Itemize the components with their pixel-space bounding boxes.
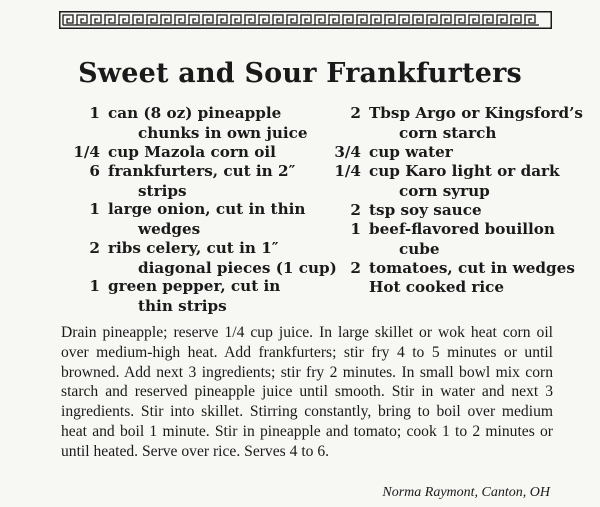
- greek-key-unit: [273, 15, 283, 25]
- greek-key-unit: [315, 15, 325, 25]
- ingredient-qty: 1/4: [334, 162, 361, 180]
- ingredient-text-cont: corn starch: [399, 123, 497, 142]
- greek-key-unit: [329, 15, 339, 25]
- ingredient-text: can (8 oz) pineapple: [108, 104, 282, 122]
- greek-key-unit: [483, 15, 493, 25]
- ingredient-text-cont: diagonal pieces (1 cup): [138, 258, 337, 277]
- greek-key-unit: [385, 15, 395, 25]
- ingredient-text: Tbsp Argo or Kingsford’s: [369, 104, 583, 122]
- ingredient-qty: 3/4: [334, 143, 361, 161]
- recipe-title: Sweet and Sour Frankfurters: [78, 58, 522, 89]
- ingredient-text: large onion, cut in thin: [108, 200, 306, 218]
- greek-key-unit: [147, 15, 157, 25]
- greek-key-unit: [287, 15, 297, 25]
- ingredient-qty: 1: [89, 277, 100, 295]
- greek-key-unit: [203, 15, 213, 25]
- greek-key-unit: [497, 15, 507, 25]
- ingredient-text-cont: strips: [138, 181, 187, 200]
- ingredient-text: green pepper, cut in: [108, 277, 281, 295]
- ingredient-item: [350, 104, 583, 143]
- greek-key-unit: [133, 15, 143, 25]
- ingredient-qty: 6: [89, 162, 100, 180]
- greek-key-unit: [511, 15, 521, 25]
- ingredient-qty: 1: [89, 200, 100, 218]
- ingredient-qty: 2: [350, 201, 361, 219]
- ingredient-text: tsp soy sauce: [369, 201, 482, 219]
- ingredient-text: beef-flavored bouillon: [369, 220, 555, 238]
- ingredient-qty: 2: [350, 104, 361, 122]
- greek-key-unit: [91, 15, 101, 25]
- ingredient-text: cup Karo light or dark: [369, 162, 560, 180]
- ingredient-text: tomatoes, cut in wedges: [369, 259, 575, 277]
- greek-key-unit: [525, 15, 535, 25]
- greek-key-border-icon: [59, 11, 552, 29]
- greek-key-unit: [259, 15, 269, 25]
- greek-key-unit: [77, 15, 87, 25]
- ingredient-qty: 1: [89, 104, 100, 122]
- ingredient-item: [89, 200, 306, 239]
- greek-key-unit: [189, 15, 199, 25]
- greek-key-unit: [427, 15, 437, 25]
- ingredient-text-cont: wedges: [138, 219, 201, 238]
- ingredient-item: [73, 143, 276, 163]
- greek-key-unit: [469, 15, 479, 25]
- recipe-credit: Norma Raymont, Canton, OH: [382, 485, 550, 500]
- ingredient-item: [369, 278, 504, 298]
- greek-key-unit: [441, 15, 451, 25]
- ingredient-qty: 1/4: [73, 143, 100, 161]
- ingredient-text-cont: corn syrup: [399, 181, 490, 200]
- greek-key-unit: [161, 15, 171, 25]
- ingredient-item: [89, 239, 337, 278]
- greek-key-unit: [175, 15, 185, 25]
- ingredient-item: [334, 162, 560, 201]
- ingredient-text-cont: cube: [399, 239, 440, 258]
- greek-key-unit: [105, 15, 115, 25]
- ingredient-text: cup Mazola corn oil: [108, 143, 276, 161]
- greek-key-unit: [399, 15, 409, 25]
- ingredient-item: [350, 220, 555, 259]
- ingredient-text: ribs celery, cut in 1″: [108, 239, 279, 257]
- ingredient-qty: 1: [350, 220, 361, 238]
- ingredient-item: [89, 277, 281, 316]
- ingredient-text: frankfurters, cut in 2″: [108, 162, 296, 180]
- greek-key-unit: [455, 15, 465, 25]
- greek-key-unit: [231, 15, 241, 25]
- greek-key-unit: [217, 15, 227, 25]
- greek-key-unit: [371, 15, 381, 25]
- ingredient-text-cont: thin strips: [138, 296, 227, 315]
- ingredient-text: cup water: [369, 143, 453, 161]
- greek-key-unit: [413, 15, 423, 25]
- ingredient-item: [350, 201, 482, 221]
- greek-key-unit: [63, 15, 73, 25]
- ingredient-qty: 2: [350, 259, 361, 277]
- greek-key-unit: [119, 15, 129, 25]
- ingredient-item: [89, 104, 308, 143]
- ingredient-text: Hot cooked rice: [369, 278, 505, 296]
- ingredient-text-cont: chunks in own juice: [138, 123, 308, 142]
- ingredient-item: [334, 143, 453, 163]
- greek-key-unit: [301, 15, 311, 25]
- recipe-directions: Drain pineapple; reserve 1/4 cup juice. In large skillet or wok heat corn oil over medium-high heat. Add frankfurters; stir fry 4 to 5 minutes or until browned. Add next 3 ingredients; stir fry 2 minutes. In small bowl mix corn starch and reserved pineapple juice until smooth. Stir in water and next 3 ingredients. Stir into skillet. Stirring constantly, bring to boil over medium heat and boil 1 minute. Stir in pineapple and tomato; cook 1 to 2 minutes or until heated. Serve over rice. Serves 4 to 6.: [61, 324, 553, 460]
- ingredient-item: [89, 162, 296, 201]
- greek-key-unit: [343, 15, 353, 25]
- greek-key-unit: [245, 15, 255, 25]
- greek-key-unit: [357, 15, 367, 25]
- ingredient-qty: 2: [89, 239, 100, 257]
- ingredient-item: [350, 259, 575, 279]
